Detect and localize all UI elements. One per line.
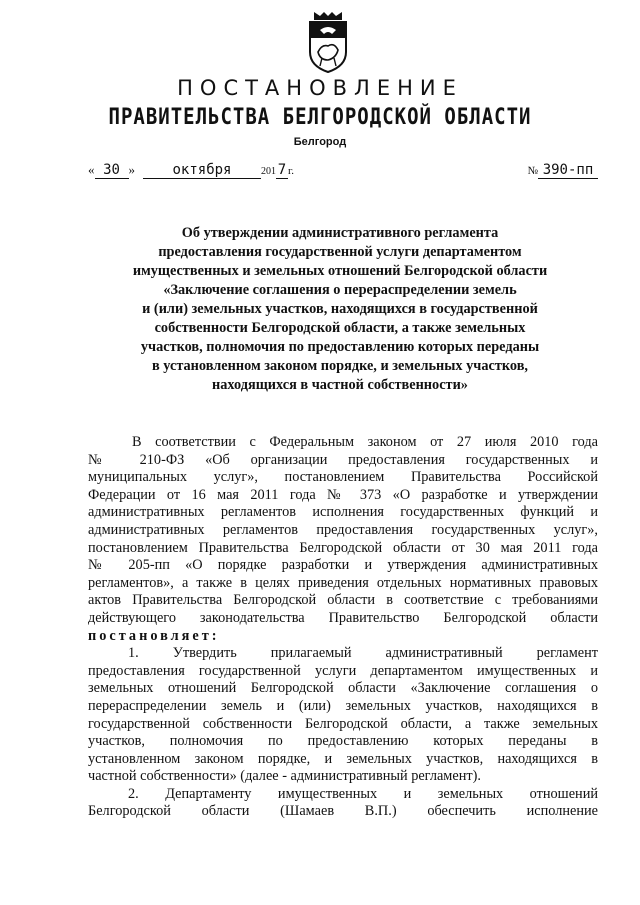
body-line: актов Правительства Белгородской области в соответствие с требованиями [88, 592, 598, 609]
item-1-line: установленном законом порядке, и земельных участков, находящихся в [88, 750, 598, 767]
body-line: муниципальных услуг», постановлением Правительства Российской [88, 469, 598, 486]
title-line: имущественных и земельных отношений Белгородской области [132, 263, 548, 279]
title-line: находящихся в частной собственности» [212, 377, 468, 393]
date-month: октября [143, 163, 261, 179]
body-line: регламентов», а также в целях приведения отдельных нормативных правовых [88, 574, 598, 591]
body-line: В соответствии с Федеральным законом от 27 июля 2010 года [132, 434, 598, 450]
date-year-prefix: 201 [261, 166, 276, 177]
document-title [90, 224, 590, 395]
resolve-word: постановляет: [88, 627, 220, 644]
document-number [528, 162, 599, 179]
date-day: 30 [95, 163, 129, 179]
item-1-line: предоставления государственной услуги департаментом имущественных и [88, 662, 598, 679]
item-1-line: участков, полномочия по предоставлению которых переданы в [88, 733, 598, 750]
title-line: Об утверждении административного регламента [181, 225, 499, 241]
item-2-line: 2. Департаменту имущественных и земельных отношений [128, 785, 598, 802]
item-1-line: частной собственности» (далее - административный регламент). [88, 768, 481, 785]
body-line: № 210-ФЗ «Об организации предоставления государственных и [88, 451, 598, 468]
document-date [88, 162, 294, 179]
coat-of-arms-emblem [304, 8, 352, 74]
body-line: Федерации от 16 мая 2011 года № 373 «О разработке и утверждении [88, 486, 598, 503]
document-body [88, 434, 598, 821]
document-type-heading: ПОСТАНОВЛЕНИЕ [177, 76, 463, 100]
issuing-authority-heading: ПРАВИТЕЛЬСТВА БЕЛГОРОДСКОЙ ОБЛАСТИ [108, 104, 532, 130]
title-line: и (или) земельных участков, находящихся в государственной [142, 301, 538, 317]
body-line: административных регламентов предоставления государственных услуг», [88, 521, 598, 538]
date-close-quote: » [128, 162, 135, 177]
date-number-row [88, 162, 608, 182]
number-value: 390-пп [538, 163, 598, 179]
date-year-suffix: 7 [277, 162, 287, 178]
item-1-line: перераспределении земель и (или) земельных участков, находящихся в [88, 697, 598, 714]
city-name: Белгород [293, 136, 347, 148]
date-year-end: г. [288, 165, 295, 177]
date-open-quote: « [88, 162, 95, 177]
item-1-line: государственной собственности Белгородской области, а также земельных [88, 715, 598, 732]
title-line: «Заключение соглашения о перераспределении земель [163, 282, 517, 298]
number-label: № [527, 165, 538, 177]
item-1-line: земельных отношений Белгородской области «Заключение соглашения о [88, 680, 598, 697]
item-1-line: 1. Утвердить прилагаемый административный регламент [128, 645, 598, 662]
item-2-line: Белгородской области (Шамаев В.П.) обеспечить исполнение [88, 803, 598, 820]
body-line: № 205-пп «О порядке разработки и утверждения административных [88, 557, 598, 574]
title-line: в установленном законом порядке, и земельных участков, [151, 358, 529, 374]
title-line: предоставления государственной услуги департаментом [158, 244, 522, 260]
body-line: действующего законодательства Правительство Белгородской области [88, 609, 598, 626]
body-line: постановлением Правительства Белгородской области от 30 мая 2011 года [88, 539, 598, 556]
body-line: административных регламентов исполнения государственных функций и [88, 504, 598, 521]
title-line: собственности Белгородской области, а также земельных [154, 320, 526, 336]
title-line: участков, полномочия по предоставлению которых переданы [140, 339, 540, 355]
